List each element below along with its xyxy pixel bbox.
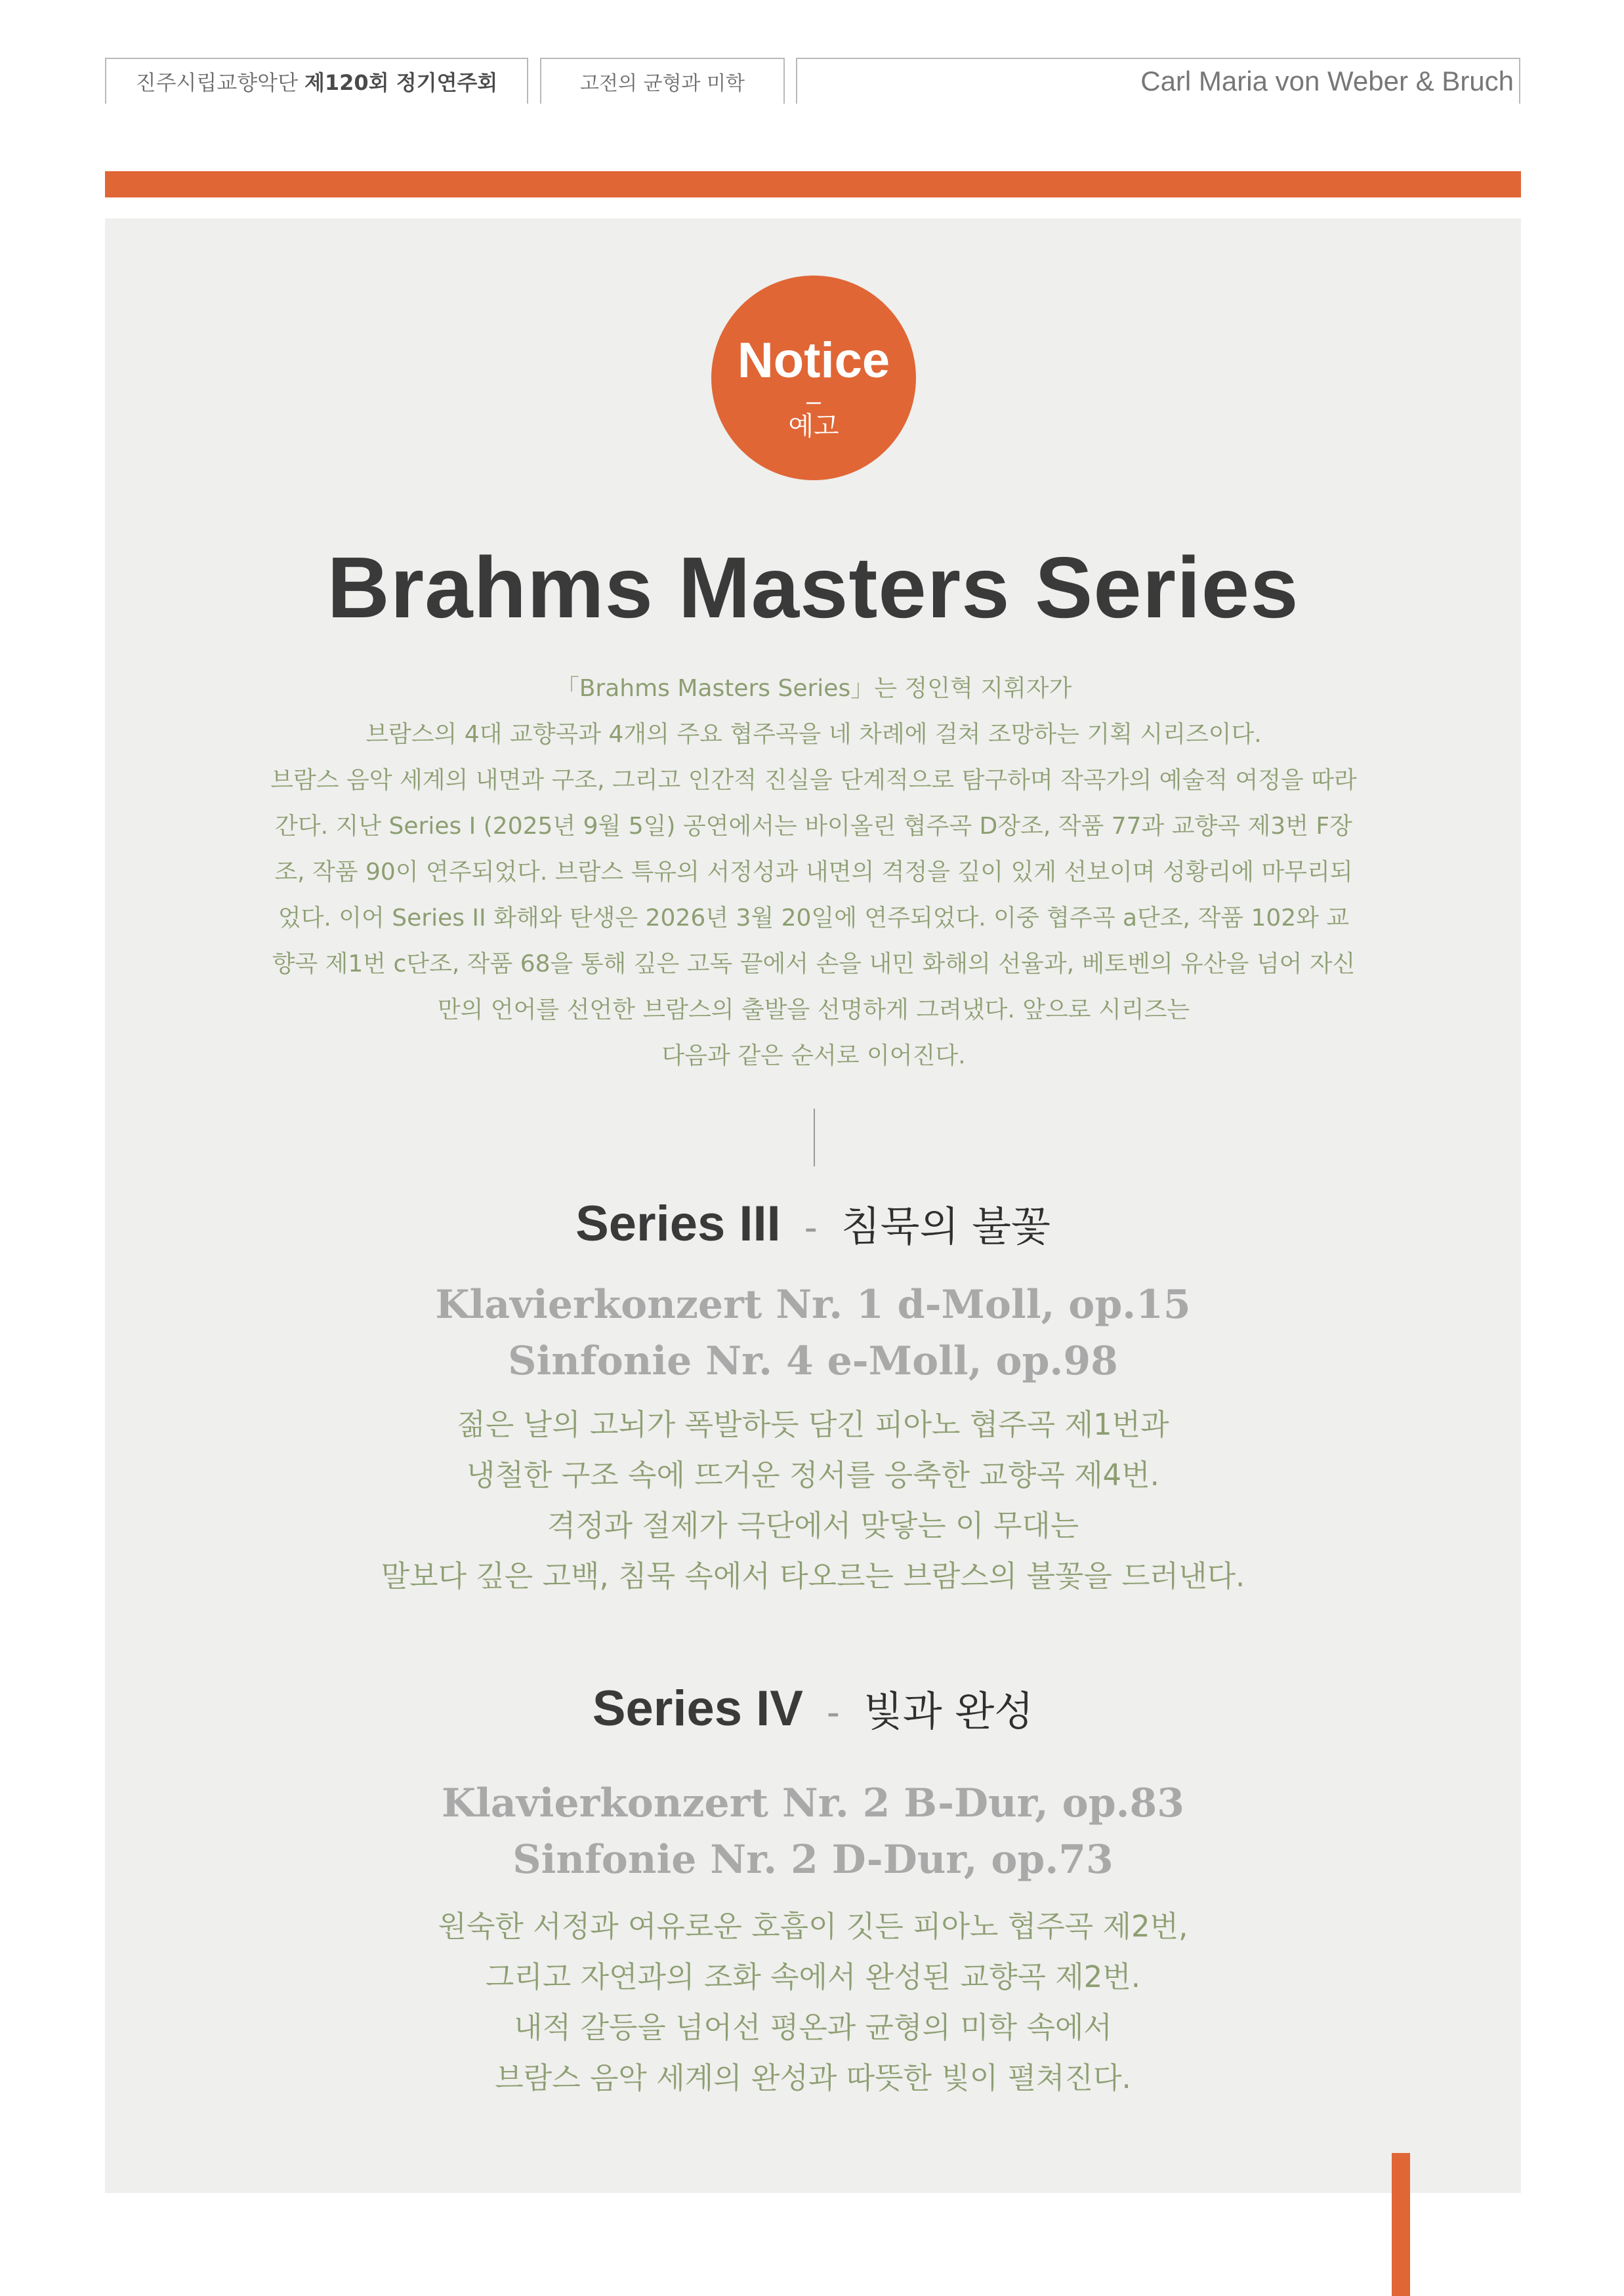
- series-3-description: [105, 1399, 1521, 1601]
- intro-line: 브람스 음악 세계의 내면과 구조, 그리고 인간적 진실을 단계적으로 탐구하며 작곡가의 예술적 여정을 따라: [270, 767, 1357, 794]
- intro-line: 「Brahms Masters Series」는 정인혁 지휘자가: [555, 675, 1072, 702]
- notice-korean: 예고: [788, 411, 839, 441]
- intro-line: 간다. 지난 Series I (2025년 9월 5일) 공연에서는 바이올린 협주곡 D장조, 작품 77과 교향곡 제3번 F장: [275, 813, 1352, 840]
- work-title: Sinfonie Nr. 4 e-Moll, op.98: [508, 1338, 1118, 1384]
- header-composers-box: [796, 58, 1520, 104]
- intro-paragraph: [262, 666, 1365, 1079]
- description-line: 그리고 자연과의 조화 속에서 완성된 교향곡 제2번.: [485, 1959, 1141, 1994]
- work-title: Klavierkonzert Nr. 2 B-Dur, op.83: [441, 1780, 1185, 1826]
- intro-line: 조, 작품 90이 연주되었다. 브람스 특유의 서정성과 내면의 격정을 깊이 있게 선보이며 성황리에 마무리되: [274, 859, 1353, 886]
- intro-line: 브람스의 4대 교향곡과 4개의 주요 협주곡을 네 차례에 걸쳐 조망하는 기획 시리즈이다.: [365, 721, 1262, 748]
- corner-accent-bar: [1392, 2153, 1410, 2296]
- intro-line: 향곡 제1번 c단조, 작품 68을 통해 깊은 고독 끝에서 손을 내민 화해의 선율과, 베토벤의 유산을 넘어 자신: [272, 951, 1356, 977]
- intro-line: 었다. 이어 Series II 화해와 탄생은 2026년 3월 20일에 연주되었다. 이중 협주곡 a단조, 작품 102와 교: [278, 905, 1350, 932]
- header-concert: 제120회 정기연주회: [304, 70, 498, 95]
- work-title: Klavierkonzert Nr. 1 d-Moll, op.15: [435, 1282, 1191, 1328]
- accent-bar: [105, 171, 1521, 197]
- header-org: 진주시립교향악단: [135, 70, 298, 95]
- header-theme: 고전의 균형과 미학: [580, 72, 745, 95]
- description-line: 브람스 음악 세계의 완성과 따뜻한 빛이 펼쳐진다.: [495, 2060, 1131, 2095]
- series-4-works: [105, 1775, 1521, 1888]
- page-title: Brahms Masters Series: [327, 539, 1299, 636]
- notice-label: Notice: [737, 333, 890, 388]
- description-line: 냉철한 구조 속에 뜨거운 정서를 응축한 교향곡 제4번.: [467, 1458, 1159, 1492]
- series-4-heading: [105, 1681, 1521, 1736]
- header-theme-box: [540, 58, 785, 104]
- header-concert-box: [105, 58, 528, 104]
- notice-badge: [711, 276, 916, 480]
- notice-divider: [806, 402, 821, 404]
- series-subtitle: 빛과 완성: [863, 1687, 1034, 1735]
- header-composers: Carl Maria von Weber & Bruch: [1140, 66, 1514, 96]
- description-line: 원숙한 서정과 여유로운 호흡이 깃든 피아노 협주곡 제2번,: [438, 1909, 1188, 1944]
- description-line: 격정과 절제가 극단에서 맞닿는 이 무대는: [547, 1508, 1079, 1543]
- series-separator: -: [804, 1205, 818, 1249]
- series-subtitle: 침묵의 불꽃: [841, 1202, 1051, 1250]
- series-separator: -: [826, 1690, 840, 1734]
- description-line: 내적 갈등을 넘어선 평온과 균형의 미학 속에서: [514, 2010, 1112, 2045]
- section-divider: [814, 1109, 815, 1166]
- series-3-heading: [105, 1196, 1521, 1252]
- intro-line: 만의 언어를 선언한 브람스의 출발을 선명하게 그려냈다. 앞으로 시리즈는: [437, 996, 1190, 1023]
- description-line: 말보다 깊은 고백, 침묵 속에서 타오르는 브람스의 불꽃을 드러낸다.: [381, 1559, 1245, 1593]
- series-3-works: [105, 1277, 1521, 1389]
- series-name: Series IV: [592, 1681, 803, 1736]
- intro-line: 다음과 같은 순서로 이어진다.: [661, 1042, 966, 1069]
- description-line: 젊은 날의 고뇌가 폭발하듯 담긴 피아노 협주곡 제1번과: [457, 1407, 1169, 1442]
- work-title: Sinfonie Nr. 2 D-Dur, op.73: [512, 1837, 1114, 1883]
- series-4-description: [105, 1901, 1521, 2103]
- series-name: Series III: [575, 1196, 781, 1252]
